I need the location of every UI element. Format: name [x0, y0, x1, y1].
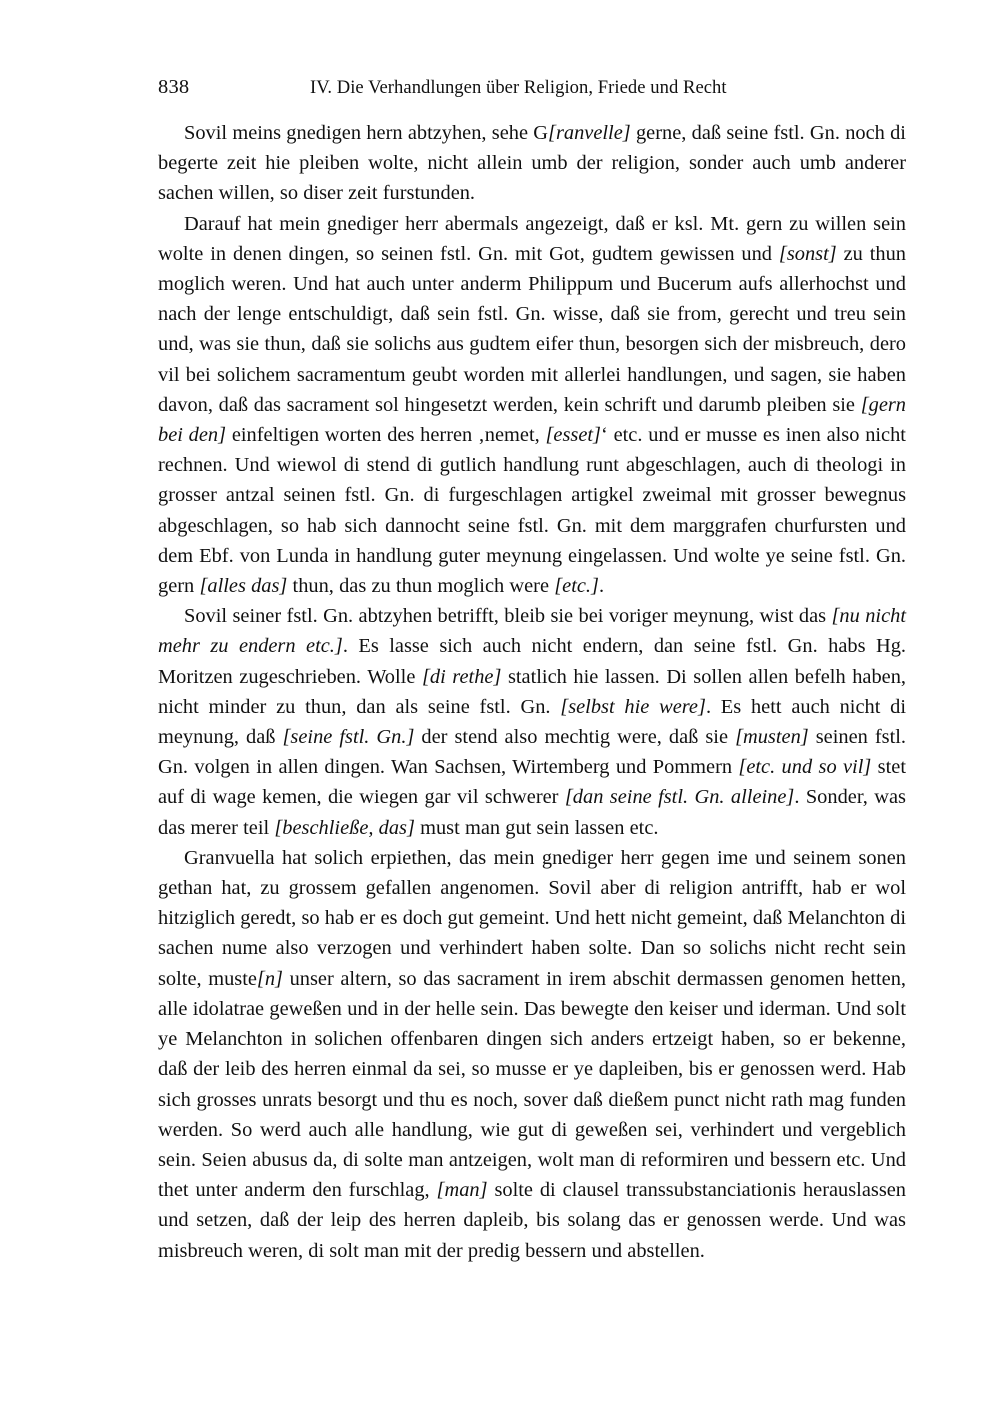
text-run: der stend also mechtig were, daß sie	[414, 726, 736, 749]
text-run: solte di clausel transsubstanciationis herauslassen und setzen, daß der leip des herren dapleib, bis solang das er genossen werde. Und was misbreuch weren, di solt man mit der predig bessern und abstellen.	[158, 1179, 906, 1262]
editorial-insertion: [gern bei den]	[158, 393, 906, 447]
text-run: stet auf di wage kemen, die wiegen gar vil schwerer	[158, 756, 906, 809]
text-run: ‘ etc. und er musse es inen also nicht rechnen. Und wiewol di stend di gutlich handlung runt abgeschlagen, auch di theologi in grosser antzal seinen fstl. Gn. di furgeschlagen artigkel zweimal mit grosser bewegnus abgeschlagen, so hab sich dannocht seine fstl. Gn. mit dem marggrafen churfursten und dem Ebf. von Lunda in handlung guter meynung eingelassen. Und wolte ye seine fstl. Gn. gern	[158, 424, 906, 598]
editorial-insertion: [n]	[256, 967, 283, 990]
text-run: seinen fstl. Gn. volgen in allen dingen. Wan Sachsen, Wirtemberg und Pommern	[158, 726, 907, 779]
paragraph-para-2	[158, 209, 906, 602]
text-run: .	[598, 575, 605, 598]
editorial-insertion: [seine fstl. Gn.]	[282, 726, 415, 749]
editorial-insertion: [man]	[436, 1179, 488, 1202]
editorial-insertion: [musten]	[735, 726, 809, 749]
text-run: einfeltigen worten des herren ‚nemet,	[226, 424, 546, 447]
paragraph-para-4	[158, 843, 906, 1266]
text-run: Sovil meins gnedigen hern abtzyhen, sehe G	[184, 122, 549, 144]
editorial-insertion: [etc.]	[554, 575, 599, 598]
text-run: statlich hie lassen. Di sollen allen befelh haben, nicht minder zu thun, dan als seine fstl. Gn.	[158, 665, 907, 718]
editorial-insertion: [etc. und so vil]	[738, 756, 872, 779]
running-head	[158, 76, 906, 102]
editorial-insertion: [sonst]	[778, 242, 837, 265]
text-run: must man gut sein lassen etc.	[414, 816, 659, 839]
page-number: 838	[158, 76, 190, 98]
text-run: . Es lasse sich auch nicht endern, dan seine fstl. Gn. habs Hg. Moritzen zugeschrieben. Wolle	[158, 635, 906, 688]
text-run: zu thun moglich weren. Und hat auch unter anderm Philippum und Bucerum aufs allerhochst und nach der lenge entschuldigt, daß sein fstl. Gn. wisse, daß sie from, gerecht und treu sein und, was sie thun, daß sie solichs aus gudtem eifer thun, besorgen sich der misbreuch, dero vil bei solichem sacramentum geubt worden mit allerlei handlungen, und sagen, sie haben davon, daß das sacrament sol hingesetzt werden, kein schrift und darumb pleiben sie	[158, 242, 906, 416]
text-run: unser altern, so das sacrament in irem abschit dermassen genomen hetten, alle idolatrae geweßen und in der helle sein. Das bewegte den keiser und iderman. Und solt ye Melanchton in solichen offenbaren dingen sich anders ertzeigt haben, so er bekenne, daß der leib des herren einmal da sei, so musse er ye dapleiben, bis er genossen werd. Hab sich grosses unrats besorgt und thu es noch, sover daß dießem punct nicht rath mag funden werden. So werd auch alle handlung, wie gut di geweßen sei, verhindert und vergeblich sein. Seien abusus da, di solte man antzeigen, wolt man di reformiren und bessern etc. Und thet unter anderm den furschlag,	[158, 967, 906, 1202]
running-title: IV. Die Verhandlungen über Religion, Friede und Recht	[310, 77, 727, 98]
editorial-insertion: [esset]	[545, 424, 601, 447]
editorial-insertion: [ranvelle]	[548, 122, 631, 144]
paragraph-para-3	[158, 601, 906, 843]
editorial-insertion: [nu nicht mehr zu endern etc.]	[158, 605, 906, 658]
text-run: . Sonder, was das merer teil	[158, 786, 906, 839]
text-run: thun, das zu thun moglich were	[287, 575, 555, 598]
text-run: Granvuella hat solich erpiethen, das mein gnediger herr gegen ime und seinem sonen gethan hat, zu grossem gefallen angenomen. Sovil aber di religion antrifft, hab er wol hitziglich geredt, so hab er es doch gut gemeint. Und hett nicht gemeint, daß Melanchton di sachen nume also verzogen und verhindert haben solte. Dan so solichs nicht recht sein solte, muste	[158, 846, 906, 990]
editorial-insertion: [beschließe, das]	[274, 816, 415, 839]
text-run: . Es hett auch nicht di meynung, daß	[158, 695, 906, 749]
editorial-insertion: [selbst hie were]	[560, 695, 706, 718]
editorial-insertion: [alles das]	[199, 575, 288, 598]
text-run: Darauf hat mein gnediger herr abermals angezeigt, daß er ksl. Mt. gern zu willen sein wolte in denen dingen, so seinen fstl. Gn. mit Got, gudtem gewissen und	[158, 212, 906, 265]
text-run: Sovil seiner fstl. Gn. abtzyhen betrifft, bleib sie bei voriger meynung, wist das	[184, 605, 832, 628]
paragraph-para-1	[158, 118, 906, 209]
editorial-insertion: [di rethe]	[421, 665, 502, 688]
body-text	[158, 118, 906, 1266]
editorial-insertion: [dan seine fstl. Gn. alleine]	[564, 786, 795, 809]
text-run: gerne, daß seine fstl. Gn. noch di begerte zeit hie pleiben wolte, nicht allein umb der religion, sonder auch umb anderer sachen willen, so diser zeit furstunden.	[158, 122, 906, 205]
